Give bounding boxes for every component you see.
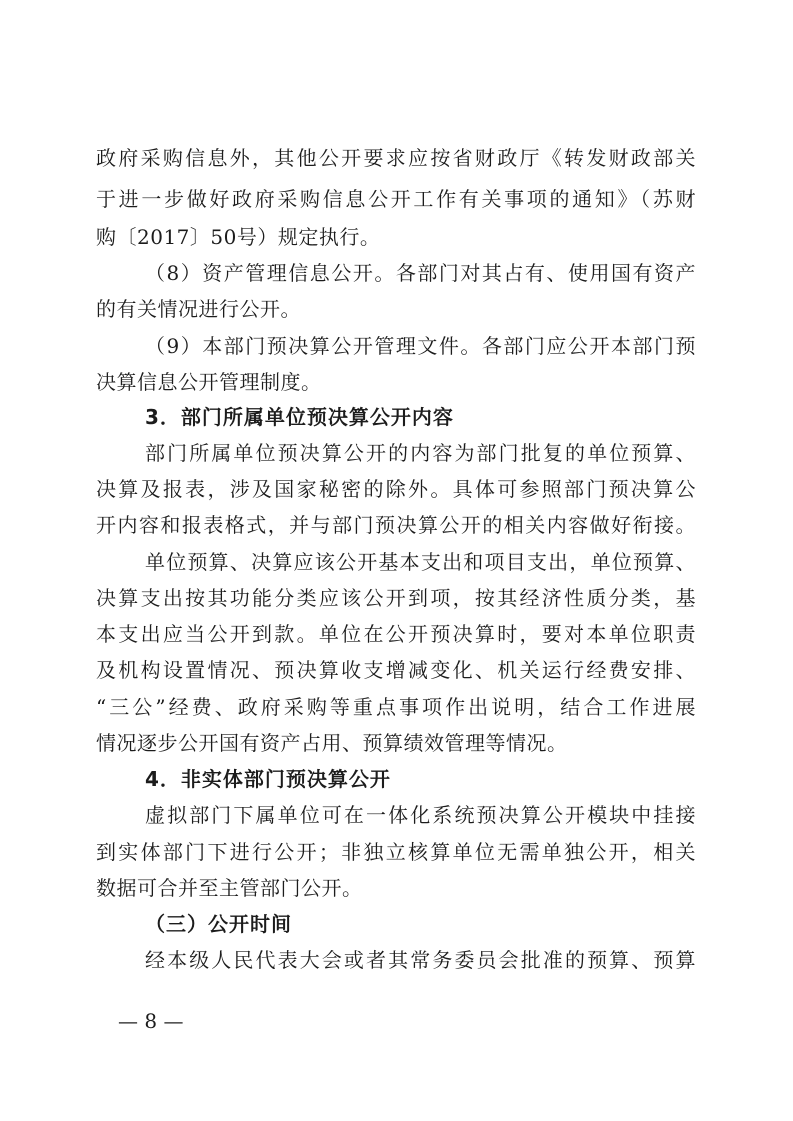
section-heading: 3．部门所属单位预决算公开内容 bbox=[145, 405, 454, 429]
body-text-line: “三公”经费、政府采购等重点事项作出说明，结合工作进展 bbox=[96, 695, 696, 719]
body-text-line: 本支出应当公开到款。单位在公开预决算时，要对本单位职责 bbox=[96, 622, 696, 646]
body-text-line: （9）本部门预决算公开管理文件。各部门应公开本部门预 bbox=[145, 334, 696, 358]
body-text-line: 经本级人民代表大会或者其常务委员会批准的预算、预算 bbox=[145, 948, 696, 972]
body-text-line: 决算信息公开管理制度。 bbox=[96, 370, 322, 394]
body-text-line: 及机构设置情况、预决算收支增减变化、机关运行经费安排、 bbox=[96, 658, 696, 682]
body-text-line: 的有关情况进行公开。 bbox=[96, 297, 301, 321]
body-text-line: 决算支出按其功能分类应该公开到项，按其经济性质分类，基 bbox=[96, 586, 696, 610]
body-text-line: 购〔2017〕50号）规定执行。 bbox=[96, 225, 381, 249]
body-text-line: 决算及报表，涉及国家秘密的除外。具体可参照部门预决算公 bbox=[96, 477, 696, 501]
body-text-line: 于进一步做好政府采购信息公开工作有关事项的通知》（苏财 bbox=[96, 187, 696, 211]
body-text-line: 部门所属单位预决算公开的内容为部门批复的单位预算、 bbox=[145, 441, 696, 465]
body-text-line: 单位预算、决算应该公开基本支出和项目支出，单位预算、 bbox=[145, 550, 696, 574]
body-text-line: 到实体部门下进行公开；非独立核算单位无需单独公开，相关 bbox=[96, 840, 696, 864]
section-heading: （三）公开时间 bbox=[145, 912, 292, 936]
body-text-line: 政府采购信息外，其他公开要求应按省财政厅《转发财政部关 bbox=[96, 146, 696, 170]
page-number: — 8 — bbox=[118, 1009, 184, 1033]
body-text-line: 情况逐步公开国有资产占用、预算绩效管理等情况。 bbox=[96, 731, 568, 755]
body-text-line: 虚拟部门下属单位可在一体化系统预决算公开模块中挂接 bbox=[145, 803, 696, 827]
body-text-line: 数据可合并至主管部门公开。 bbox=[96, 876, 363, 900]
body-text-line: 开内容和报表格式，并与部门预决算公开的相关内容做好衔接。 bbox=[96, 513, 696, 537]
body-text-line: （8）资产管理信息公开。各部门对其占有、使用国有资产 bbox=[145, 261, 696, 285]
section-heading: 4．非实体部门预决算公开 bbox=[145, 767, 391, 791]
